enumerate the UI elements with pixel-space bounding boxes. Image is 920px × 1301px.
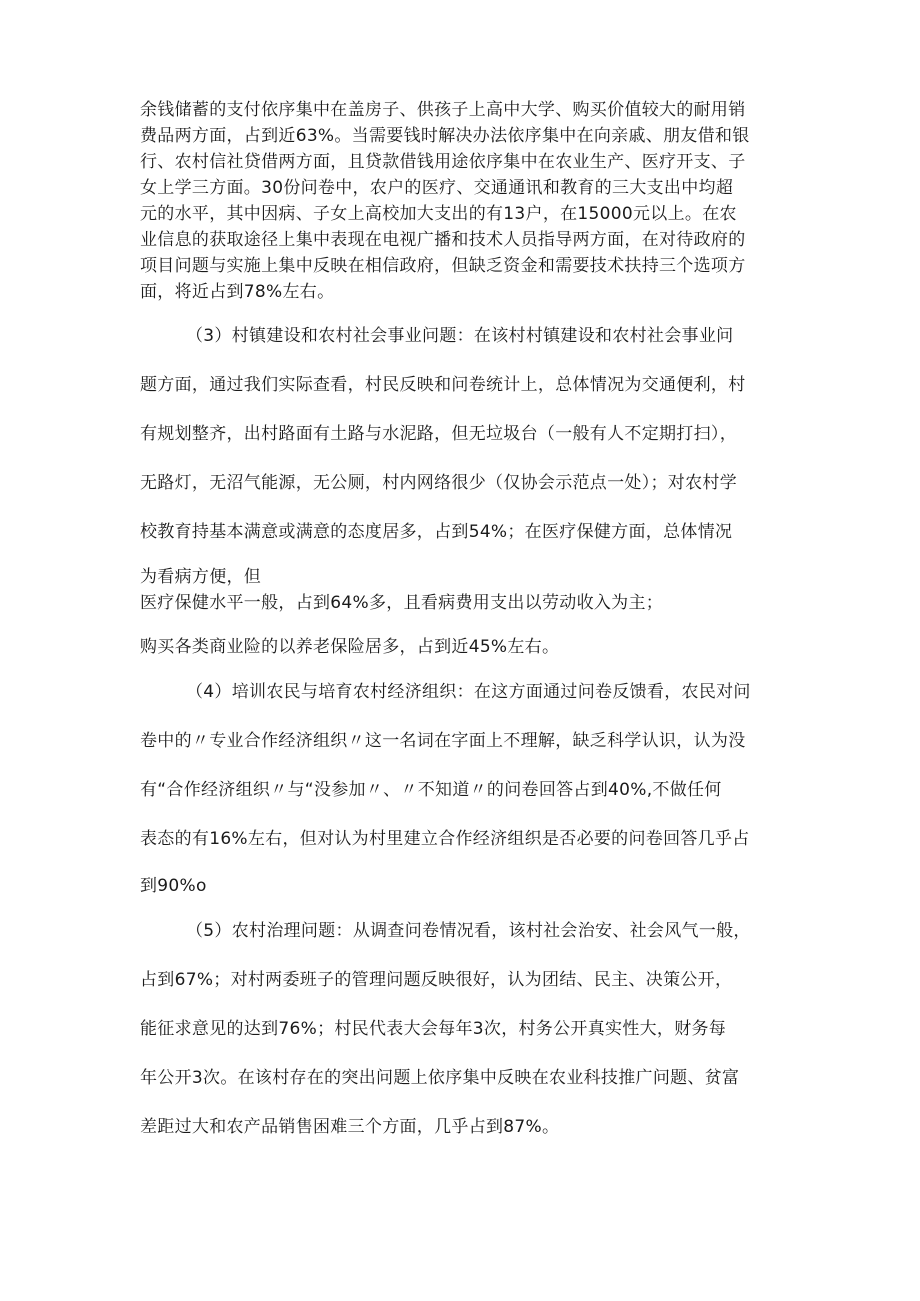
text-line: 余钱储蓄的支付依序集中在盖房子、供孩子上高中大学、购买价值较大的耐用销 <box>140 100 746 120</box>
text-line: 无路灯，无沼气能源，无公厕，村内网络很少（仅协会示范点一处）；对农村学 <box>140 473 737 493</box>
text-line: 年公开3次。在该村存在的突出问题上依序集中反映在农业科技推广问题、贫富 <box>140 1068 740 1088</box>
text-line: 差距过大和农产品销售困难三个方面，几乎占到87%。 <box>140 1117 560 1137</box>
section-3-heading-line: （3）村镇建设和农村社会事业问题：在该村村镇建设和农村社会事业问 <box>186 326 734 346</box>
text-line: 费品两方面，占到近63%。当需要钱时解决办法依序集中在向亲戚、朋友借和银 <box>140 126 750 146</box>
text-line: 能征求意见的达到76%；村民代表大会每年3次，村务公开真实性大，财务每 <box>140 1019 727 1039</box>
text-line: 行、农村信社贷借两方面，且贷款借钱用途依序集中在农业生产、医疗开支、子 <box>140 152 746 172</box>
text-line: 面，将近占到78%左右。 <box>140 282 335 302</box>
text-line: 校教育持基本满意或满意的态度居多，占到54%；在医疗保健方面，总体情况 <box>140 522 733 542</box>
text-line: 表态的有16%左右，但对认为村里建立合作经济组织是否必要的问卷回答几乎占 <box>140 829 750 849</box>
text-line: 题方面，通过我们实际查看，村民反映和问卷统计上，总体情况为交通便利，村 <box>140 375 746 395</box>
text-line: 女上学三方面。30份问卷中，农户的医疗、交通通讯和教育的三大支出中均超 <box>140 178 734 198</box>
section-4-heading-line: （4）培训农民与培育农村经济组织：在这方面通过问卷反馈看，农民对问 <box>186 682 751 702</box>
text-line: 元的水平，其中因病、子女上高校加大支出的有13户，在15000元以上。在农 <box>140 204 737 224</box>
text-line: 项目问题与实施上集中反映在相信政府，但缺乏资金和需要技术扶持三个选项方 <box>140 256 746 276</box>
text-line: 购买各类商业险的以养老保险居多，占到近45%左右。 <box>140 637 560 657</box>
text-line: 医疗保健水平一般，占到64%多，且看病费用支出以劳动收入为主； <box>140 593 664 613</box>
section-5-heading-line: （5）农村治理问题：从调查问卷情况看，该村社会治安、社会风气一般， <box>186 921 751 941</box>
text-line: 有规划整齐，出村路面有土路与水泥路，但无垃圾台（一般有人不定期打扫）， <box>140 424 737 444</box>
text-line: 为看病方便，但 <box>140 567 262 587</box>
text-line: 卷中的〃专业合作经济组织〃这一名词在字面上不理解，缺乏科学认识，认为没 <box>140 731 746 751</box>
text-line: 占到67%；对村两委班子的管理问题反映很好，认为团结、民主、决策公开， <box>140 970 733 990</box>
text-line: 到90%o <box>140 876 207 896</box>
text-line: 业信息的获取途径上集中表现在电视广播和技术人员指导两方面，在对待政府的 <box>140 230 746 250</box>
text-line: 有“合作经济组织〃与“没参加〃、〃不知道〃的问卷回答占到40%,不做任何 <box>140 780 722 800</box>
